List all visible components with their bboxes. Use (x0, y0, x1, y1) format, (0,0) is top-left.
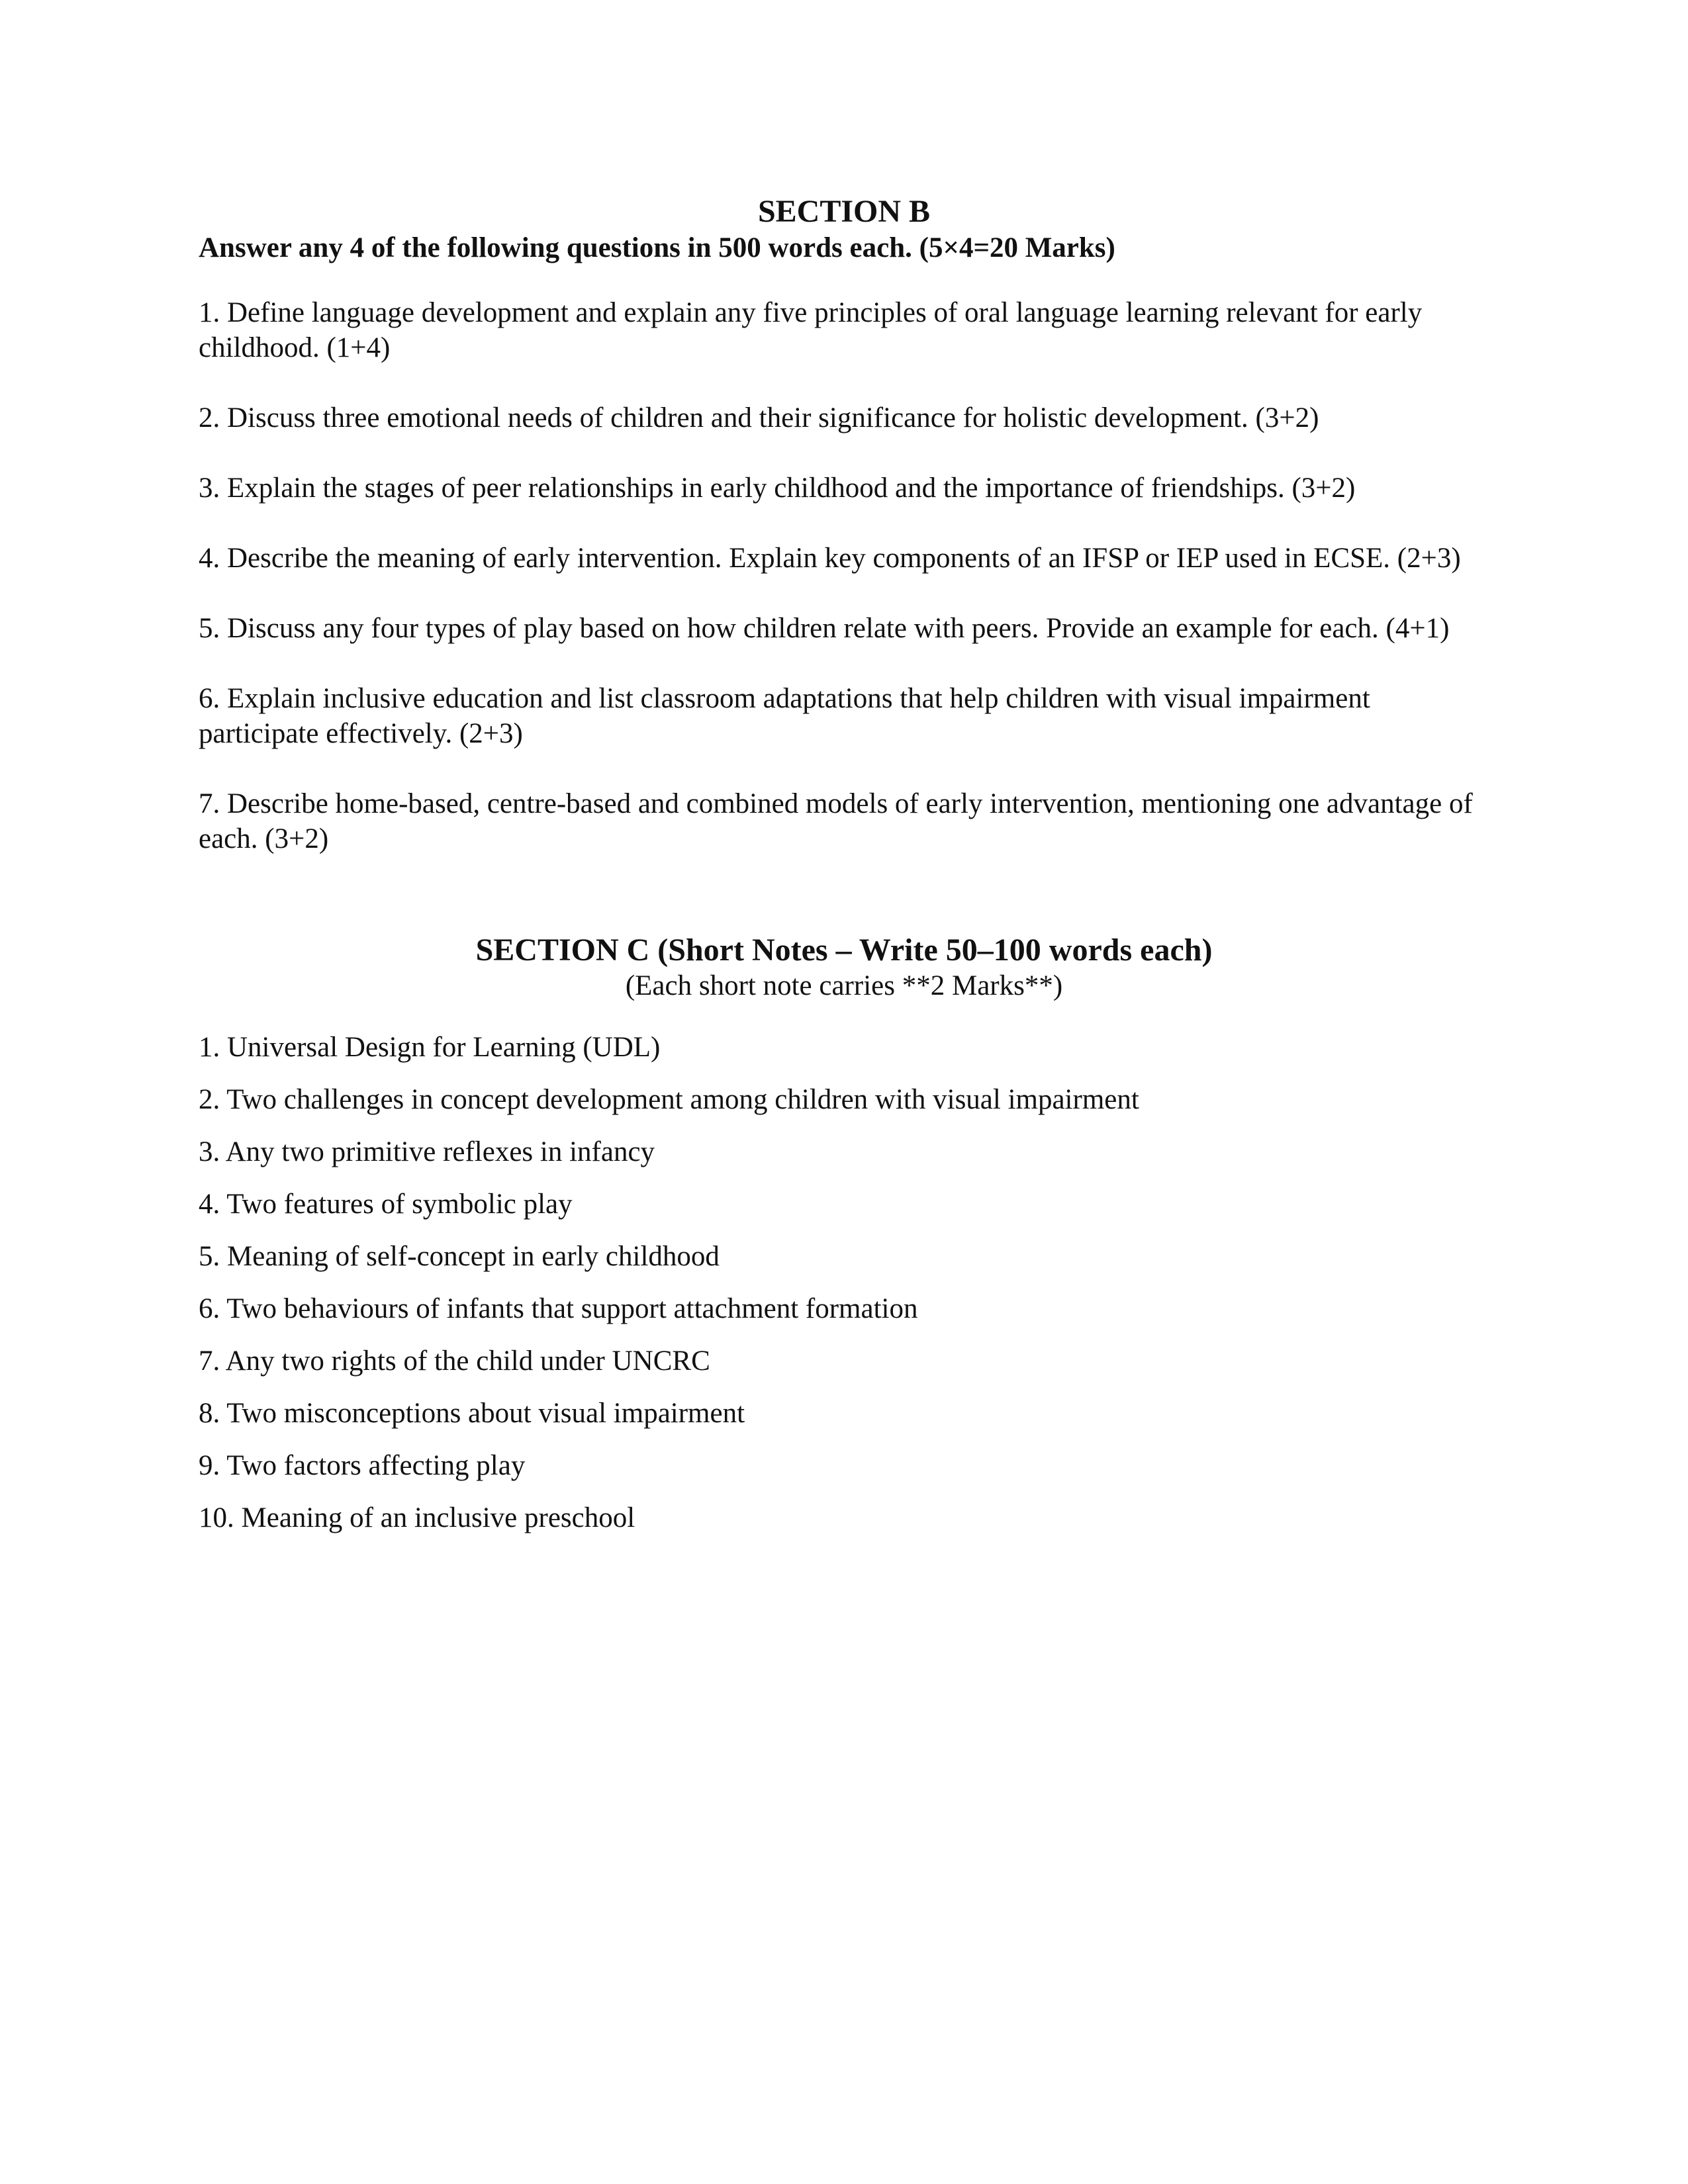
note-item: 5. Meaning of self-concept in early childhood (199, 1241, 720, 1272)
question-item: 4. Describe the meaning of early intervention. Explain key components of an IFSP or IEP used in ECSE. (2+3) (199, 543, 1461, 574)
note-item: 7. Any two rights of the child under UNCRC (199, 1345, 710, 1377)
question-item: 6. Explain inclusive education and list classroom adaptations that help children with visual impairment participate effectively. (2+3) (199, 683, 1370, 749)
note-item: 6. Two behaviours of infants that support attachment formation (199, 1293, 918, 1324)
question-item: 2. Discuss three emotional needs of children and their significance for holistic development. (3+2) (199, 402, 1319, 433)
note-item: 2. Two challenges in concept development among children with visual impairment (199, 1084, 1139, 1115)
note-item: 1. Universal Design for Learning (UDL) (199, 1032, 661, 1063)
note-item: 10. Meaning of an inclusive preschool (199, 1502, 635, 1533)
question-item: 1. Define language development and explain any five principles of oral language learning relevant for early childhood. (1+4) (199, 297, 1423, 363)
section-c-notes (199, 1030, 1489, 1535)
question-item: 7. Describe home-based, centre-based and combined models of early intervention, mentioning one advantage of each. (3+2) (199, 788, 1473, 854)
note-item: 9. Two factors affecting play (199, 1450, 526, 1481)
section-b-title: SECTION B (757, 194, 931, 229)
section-c-title: SECTION C (Short Notes – Write 50–100 words each) (475, 933, 1213, 968)
note-item: 4. Two features of symbolic play (199, 1189, 573, 1220)
question-item: 3. Explain the stages of peer relationships in early childhood and the importance of friendships. (3+2) (199, 473, 1356, 504)
section-b-questions (199, 295, 1489, 856)
section-c-subtitle: (Each short note carries **2 Marks**) (625, 970, 1063, 1001)
note-item: 3. Any two primitive reflexes in infancy (199, 1136, 655, 1167)
section-b-instruction: Answer any 4 of the following questions in 500 words each. (5×4=20 Marks) (199, 232, 1115, 263)
note-item: 8. Two misconceptions about visual impairment (199, 1398, 745, 1429)
question-item: 5. Discuss any four types of play based on how children relate with peers. Provide an example for each. (4+1) (199, 613, 1450, 644)
exam-page (199, 193, 1489, 1553)
